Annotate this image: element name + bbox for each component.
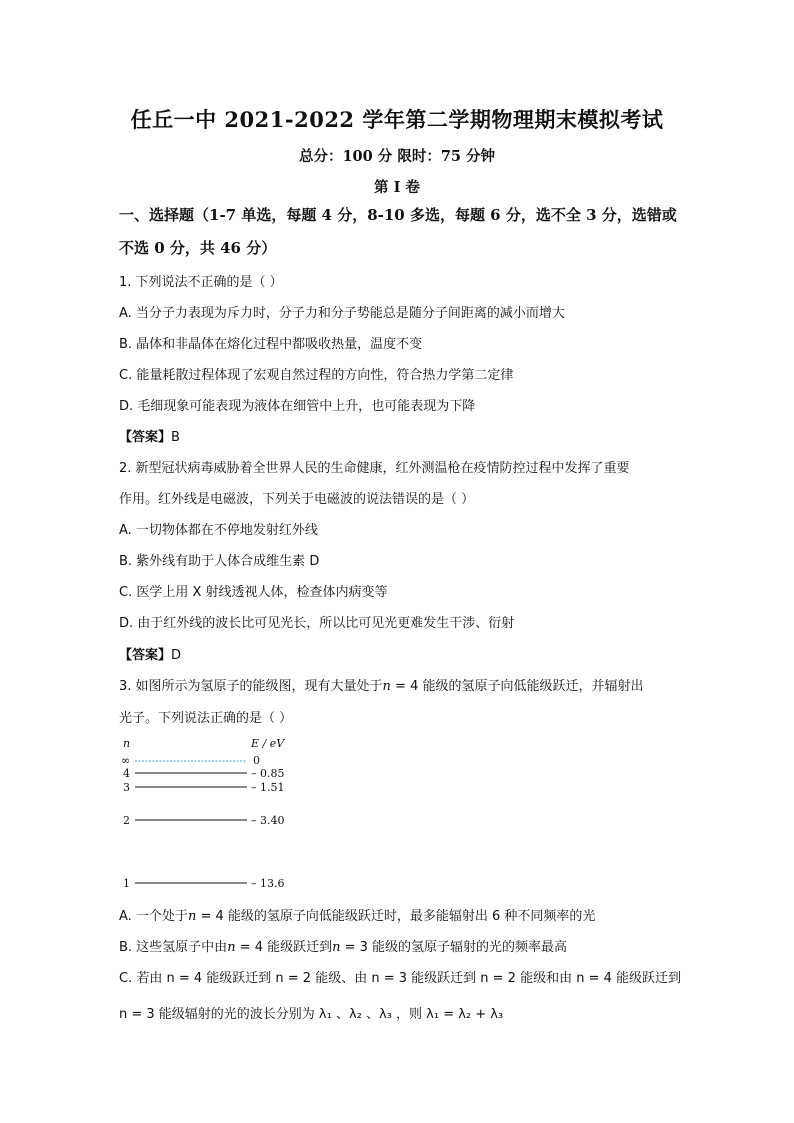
q2-option-c: C. 医学上用 X 射线透视人体，检查体内病变等 [119,585,388,600]
answer-value: D [171,648,182,663]
q3-b-text-c: = 3 能级的氢原子辐射的光的频率最高 [340,940,568,955]
q2-answer [119,644,181,663]
q3-stem-n: n [382,679,391,694]
diagram-e-header: E / eV [251,737,285,750]
q3-stem-line2: 光子。下列说法正确的是（ ） [119,711,293,726]
q3-a-text-b: = 4 能级的氢原子向低能级跃迁时，最多能辐射出 6 种不同频率的光 [196,909,596,924]
q3-a-text-a: A. 一个处于 [119,909,188,924]
level-2-e: – 3.40 [251,814,285,827]
q3-b-n2: n [332,940,341,955]
level-2-n: 2 [123,814,130,827]
level-4-e: – 0.85 [251,767,285,780]
q3-option-a [119,905,595,924]
q3-b-n1: n [227,940,236,955]
diagram-n-header: n [123,737,131,750]
q1-answer [119,426,180,445]
level-1-e: – 13.6 [251,877,285,890]
answer-value: B [171,430,180,445]
level-3-n: 3 [123,781,130,794]
q1-option-a: A. 当分子力表现为斥力时，分子力和分子势能总是随分子间距离的减小而增大 [119,306,565,321]
exam-title: 任丘一中 2021-2022 学年第二学期物理期末模拟考试 [130,107,664,132]
level-inf-e: 0 [253,754,260,767]
q2-stem-line2: 作用。红外线是电磁波，下列关于电磁波的说法错误的是（ ） [119,492,475,507]
answer-label: 【答案】 [119,430,172,445]
q3-stem-text-b: = 4 能级的氢原子向低能级跃迁，并辐射出 [390,679,644,694]
q1-option-b: B. 晶体和非晶体在熔化过程中都吸收热量，温度不变 [119,337,423,352]
q3-option-c-line1: C. 若由 n = 4 能级跃迁到 n = 2 能级、由 n = 3 能级跃迁到 n = 2 能级和由 n = 4 能级跃迁到 [119,971,682,986]
level-4-n: 4 [123,767,130,780]
q1-option-d: D. 毛细现象可能表现为液体在细管中上升，也可能表现为下降 [119,399,476,414]
level-inf-n: ∞ [121,754,131,767]
level-3-e: – 1.51 [251,781,285,794]
section-heading-line1: 一、选择题（1-7 单选，每题 4 分，8-10 多选，每题 6 分，选不全 3 分，选错或 [119,206,677,224]
q2-option-d: D. 由于红外线的波长比可见光长，所以比可见光更难发生干涉、衍射 [119,616,515,631]
q1-option-c: C. 能量耗散过程体现了宏观自然过程的方向性，符合热力学第二定律 [119,368,514,383]
q3-stem-text-a: 3. 如图所示为氢原子的能级图，现有大量处于 [119,679,383,694]
section-heading-line2: 不选 0 分，共 46 分） [119,239,277,257]
q3-a-n: n [187,909,197,924]
q3-b-text-b: = 4 能级跃迁到 [235,940,333,955]
q2-stem-line1: 2. 新型冠状病毒威胁着全世界人民的生命健康，红外测温枪在疫情防控过程中发挥了重要 [119,461,630,476]
q2-option-b: B. 紫外线有助于人体合成维生素 D [119,554,320,569]
q2-option-a: A. 一切物体都在不停地发射红外线 [119,523,318,538]
level-1-n: 1 [123,877,130,890]
q3-option-c-line2: n = 3 能级辐射的光的波长分别为 λ₁ 、λ₂ 、λ₃ ，则 λ₁ = λ₂ + λ₃ [119,1007,504,1022]
q3-option-b [119,936,567,955]
q1-stem: 1. 下列说法不正确的是（ ） [119,275,283,290]
answer-label: 【答案】 [119,648,172,663]
q3-stem-line1 [119,675,643,694]
exam-subtitle: 总分：100 分 限时：75 分钟 [298,148,496,165]
energy-level-diagram [119,733,319,893]
volume-label: 第 I 卷 [374,179,420,196]
q3-b-text-a: B. 这些氢原子中由 [119,940,228,955]
